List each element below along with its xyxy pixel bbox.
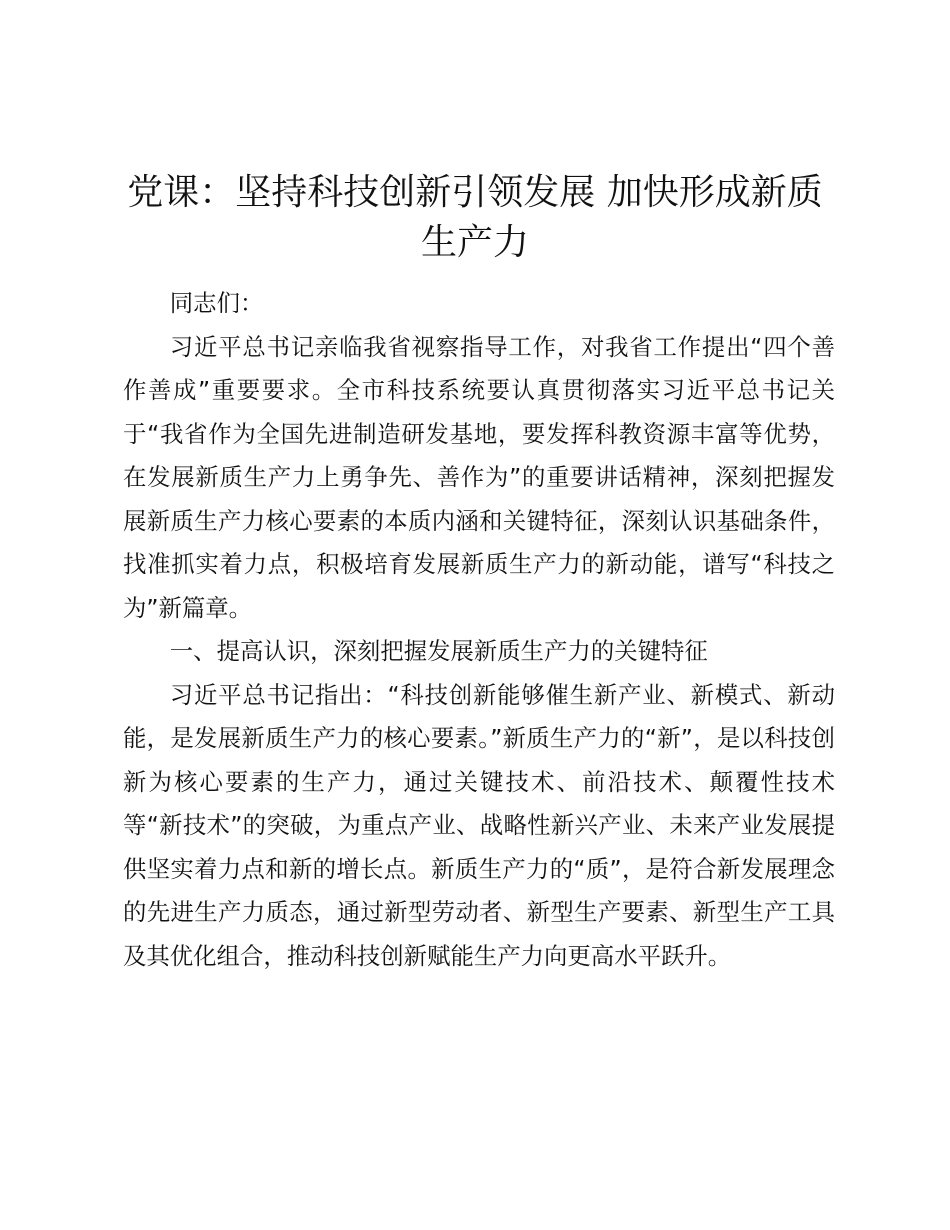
section-heading: 一、提高认识，深刻把握发展新质生产力的关键特征 <box>169 637 708 665</box>
salutation: 同志们： <box>169 289 264 317</box>
document-body <box>123 282 835 978</box>
intro-paragraph: 习近平总书记亲临我省视察指导工作，对我省工作提出“四个善作善成”重要要求。全市科技系统要认真贯彻落实习近平总书记关于“我省作为全国先进制造研发基地，要发挥科教资源丰富等优势，在发展新质生产力上勇争先、善作为”的重要讲话精神，深刻把握发展新质生产力核心要素的本质内涵和关键特征，深刻认识基础条件，找准抓实着力点，积极培育发展新质生产力的新动能，谱写“科技之为”新篇章。 <box>123 332 835 622</box>
section-paragraph: 习近平总书记指出：“科技创新能够催生新产业、新模式、新动能，是发展新质生产力的核心要素。”新质生产力的“新”，是以科技创新为核心要素的生产力，通过关键技术、前沿技术、颠覆性技术等“新技术”的突破，为重点产业、战略性新兴产业、未来产业发展提供坚实着力点和新的增长点。新质生产力的“质”，是符合新发展理念的先进生产力质态，通过新型劳动者、新型生产要素、新型生产工具及其优化组合，推动科技创新赋能生产力向更高水平跃升。 <box>123 680 835 970</box>
document-title: 党课：坚持科技创新引领发展 加快形成新质生产力 <box>127 172 823 263</box>
